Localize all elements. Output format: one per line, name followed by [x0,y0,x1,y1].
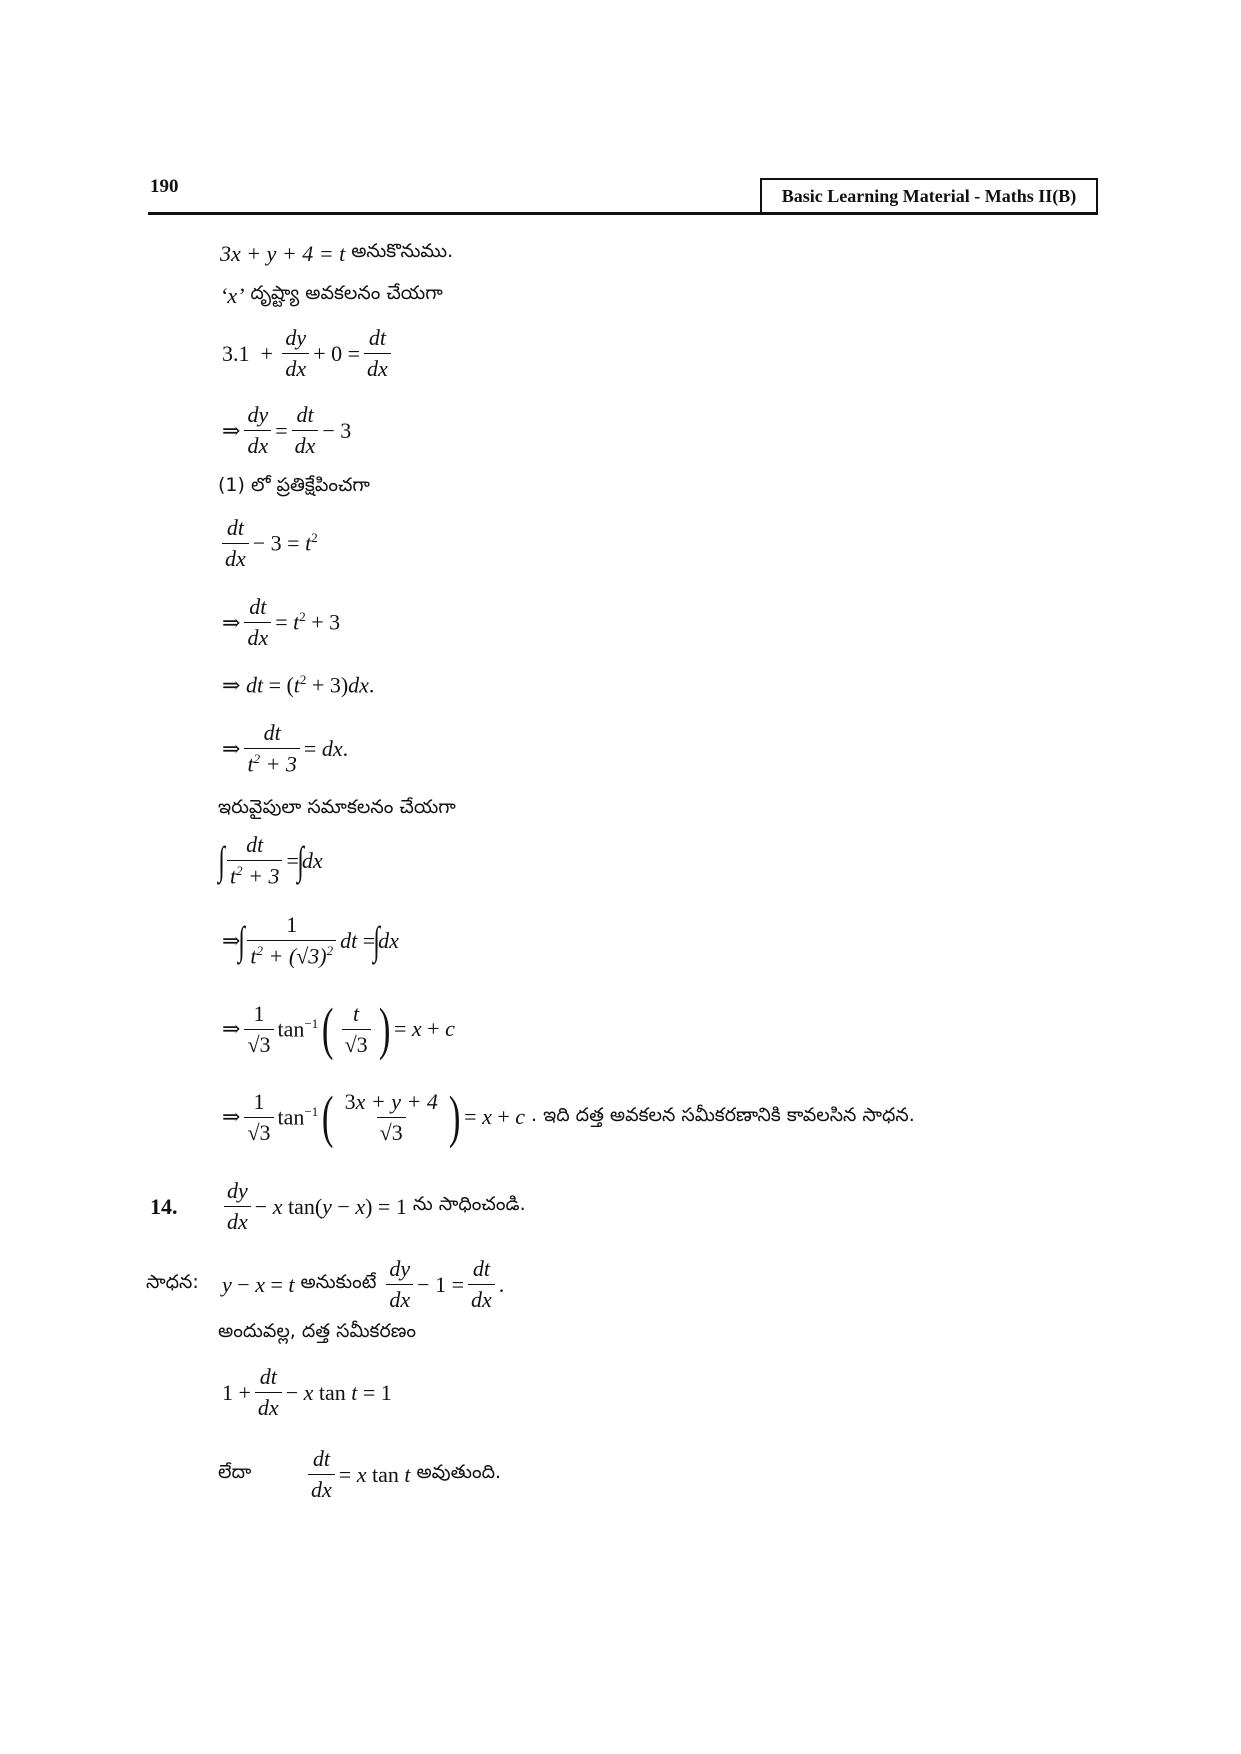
variable-x: ‘x’ [220,282,245,308]
equation-dtdx-2: ⇒ $\frac{dt}{dx}$ = $t^2 + 3$ [222,594,341,650]
question-14: 14. $\frac{dy}{dx}$ − x tan(y − x) = 1 ను సాధించండి. [150,1178,526,1234]
or-text: లేదా [218,1461,252,1483]
substitution-eq: 3x + y + 4 = t [220,240,346,266]
question-text: ను సాధించండి. [412,1193,526,1215]
equation-separated: ⇒ $\frac{dt}{t^2 + 3}$ = dx. [222,720,349,777]
equation-final: లేదా $\frac{dt}{dx}$ = x tan t అవుతుంది. [218,1446,502,1502]
integrate-line [218,796,462,823]
solution-text: అనుకుంటే [300,1271,377,1293]
substitute-line [218,474,376,501]
question-number: 14. [150,1193,178,1219]
becomes-text: అవుతుంది. [416,1461,502,1483]
equation-dt: ⇒ dt = $(t^2 + 3)dx$. [222,672,375,698]
equation-integral-1: ∫ $\frac{dt}{t^2 + 3}$ = ∫ dx [218,832,323,889]
substitution-text: అనుకొనుము. [351,240,454,262]
differentiate-line [220,282,449,309]
equation-given: 1 + $\frac{dt}{dx}$ − x tan t = 1 [222,1364,392,1420]
equation-arctan-2: ⇒ $\frac{1}{√3}$ $\tan^{-1}$ ( $\frac{3x + y + 4}{√3}$ ) = x + c . ఇది దత్త అవకలన సమీకరణానికి కావలసిన సాధన. [222,1084,915,1149]
equation-integral-2: ⇒ ∫ $\frac{1}{t^2 + (√3)^2}$ dt = ∫ dx [222,912,399,969]
substitute-text: (1) లో ప్రతిక్షేపించగా [218,474,370,496]
differentiate-text: దృష్ట్యా అవకలనం చేయగా [250,282,443,304]
page-number: 190 [150,176,179,197]
therefore-line [218,1320,422,1347]
final-solution-text: . ఇది దత్త అవకలన సమీకరణానికి కావలసిన సాధన. [531,1103,915,1126]
integrate-text: ఇరువైపులా సమాకలనం చేయగా [218,796,456,818]
equation-derivative: 3.1 + $\frac{dy}{dx}$ + 0 = $\frac{dt}{dx}$ [222,325,395,382]
equation-arctan-1: ⇒ $\frac{1}{√3}$ $\tan^{-1}$ ( $\frac{t}{√3}$ ) = x + c [222,996,455,1061]
equation-dtdx-1: $\frac{dt}{dx}$ − $3 = t^2$ [218,515,318,572]
solution-line: సాధన: y − x = t అనుకుంటే $\frac{dy}{dx}$ − 1 = $\frac{dt}{dx}$ . [146,1256,505,1312]
therefore-text: అందువల్ల, దత్త సమీకరణం [218,1320,417,1342]
substitution-line [220,240,459,267]
equation-dydx: ⇒ $\frac{dy}{dx}$ = $\frac{dt}{dx}$ − 3 [222,402,352,458]
header-rule [148,212,1098,215]
book-title: Basic Learning Material - Maths II(B) [760,178,1098,214]
solution-label: సాధన: [146,1271,199,1293]
